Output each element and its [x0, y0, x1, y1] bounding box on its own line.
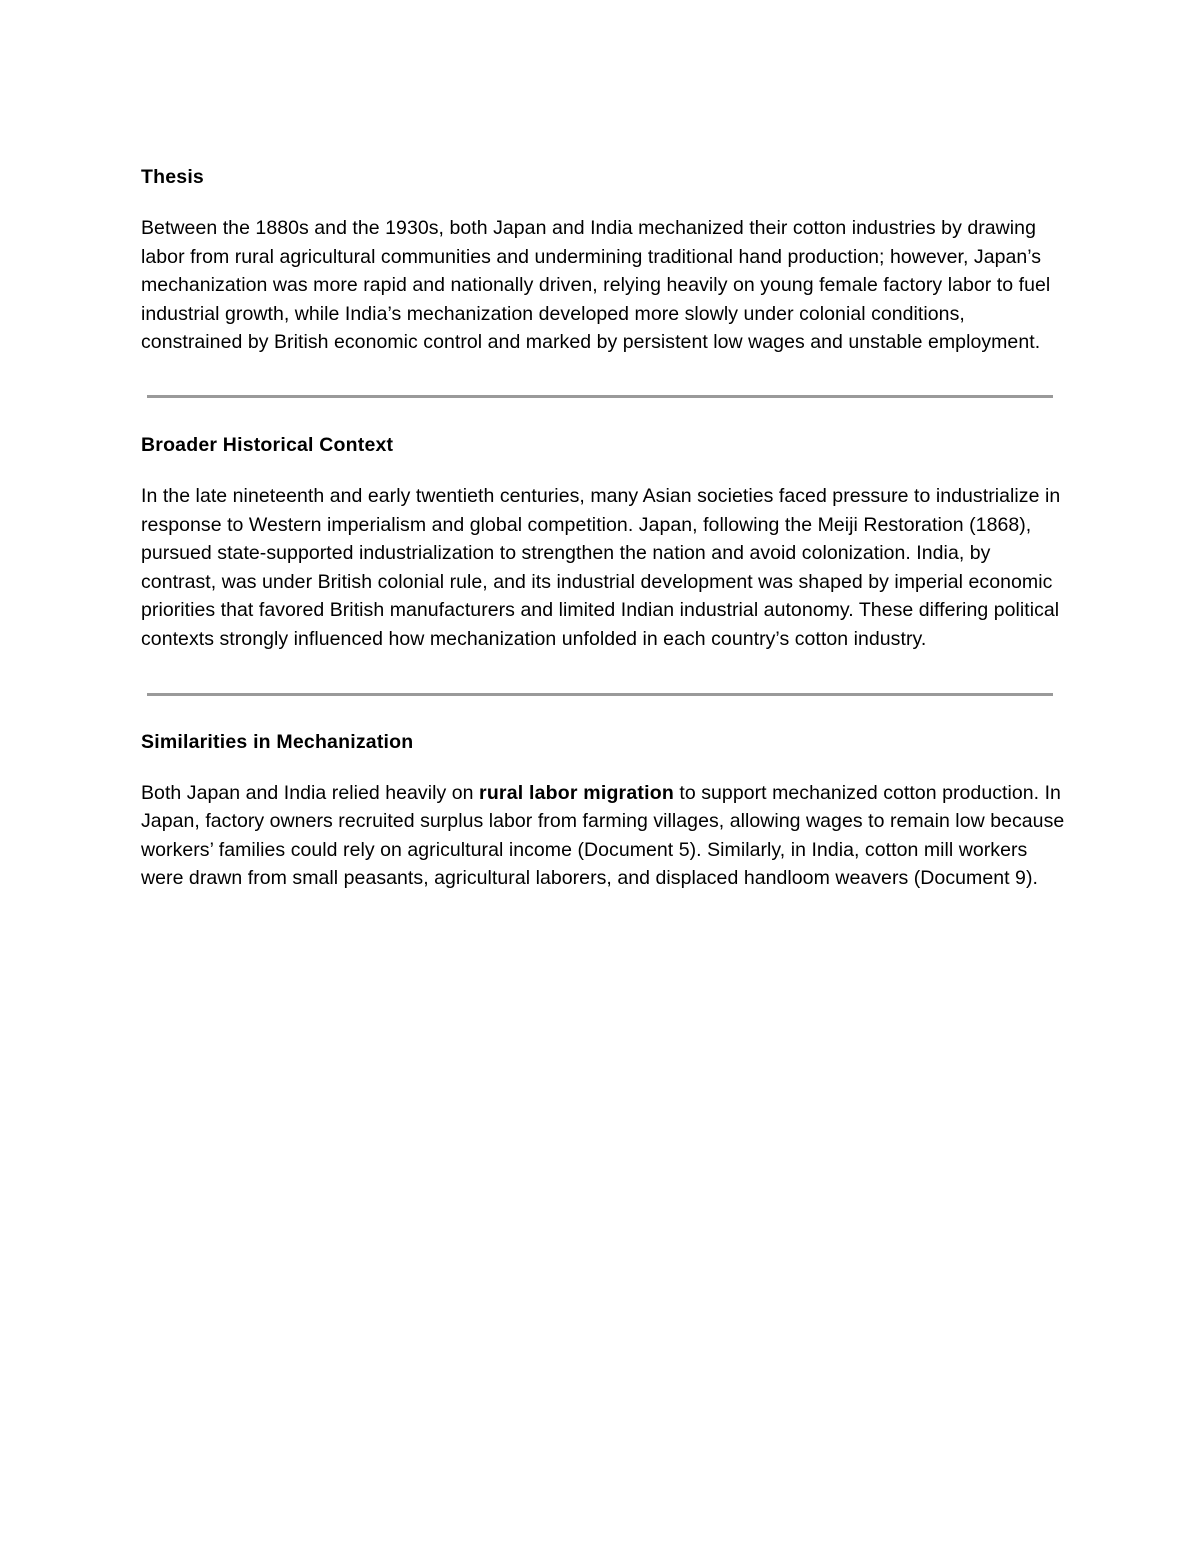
body-text-before-emphasis: Both Japan and India relied heavily on — [141, 781, 480, 804]
section-heading-similarities: Similarities in Mechanization — [141, 730, 414, 753]
horizontal-divider — [147, 693, 1053, 696]
section-heading-thesis: Thesis — [141, 166, 204, 188]
section-body-historical-context: In the late nineteenth and early twentieth centuries, many Asian societies faced pressure to industrialize in response to Western imperialism and global competition. Japan, following the Meiji Restoration (1868), pursued state-supported industrialization to strengthen the nation and avoid colonization. India, by contrast, was under British colonial rule, and its industrial development was shaped by imperial economic priorities that favored British manufacturers and limited Indian industrial autonomy. These differing political contexts strongly influenced how mechanization unfolded in each country’s cotton industry. — [141, 484, 1061, 650]
document-page — [141, 163, 1071, 893]
body-text-after-emphasis: to support mechanized cotton production. In Japan, factory owners recruited surplus labor from farming villages, allowing wages to remain low because workers’ families could rely on agricultural income (Document 5). Similarly, in India, cotton mill workers were drawn from small peasants, agricultural laborers, and displaced handloom weavers (Document 9). — [141, 781, 1065, 890]
thesis-section — [141, 163, 1071, 357]
historical-context-section — [141, 431, 1071, 654]
horizontal-divider — [147, 395, 1053, 398]
emphasized-phrase: rural labor migration — [479, 781, 674, 804]
section-heading-historical-context: Broader Historical Context — [141, 433, 394, 456]
section-body-thesis: Between the 1880s and the 1930s, both Japan and India mechanized their cotton industries by drawing labor from rural agricultural communities and undermining traditional hand production; however, Japan’s mechanization was more rapid and nationally driven, relying heavily on young female factory labor to fuel industrial growth, while India’s mechanization developed more slowly under colonial conditions, constrained by British economic control and marked by persistent low wages and unstable employment. — [141, 217, 1051, 354]
similarities-section — [141, 728, 1071, 893]
section-body-similarities — [141, 779, 1071, 893]
